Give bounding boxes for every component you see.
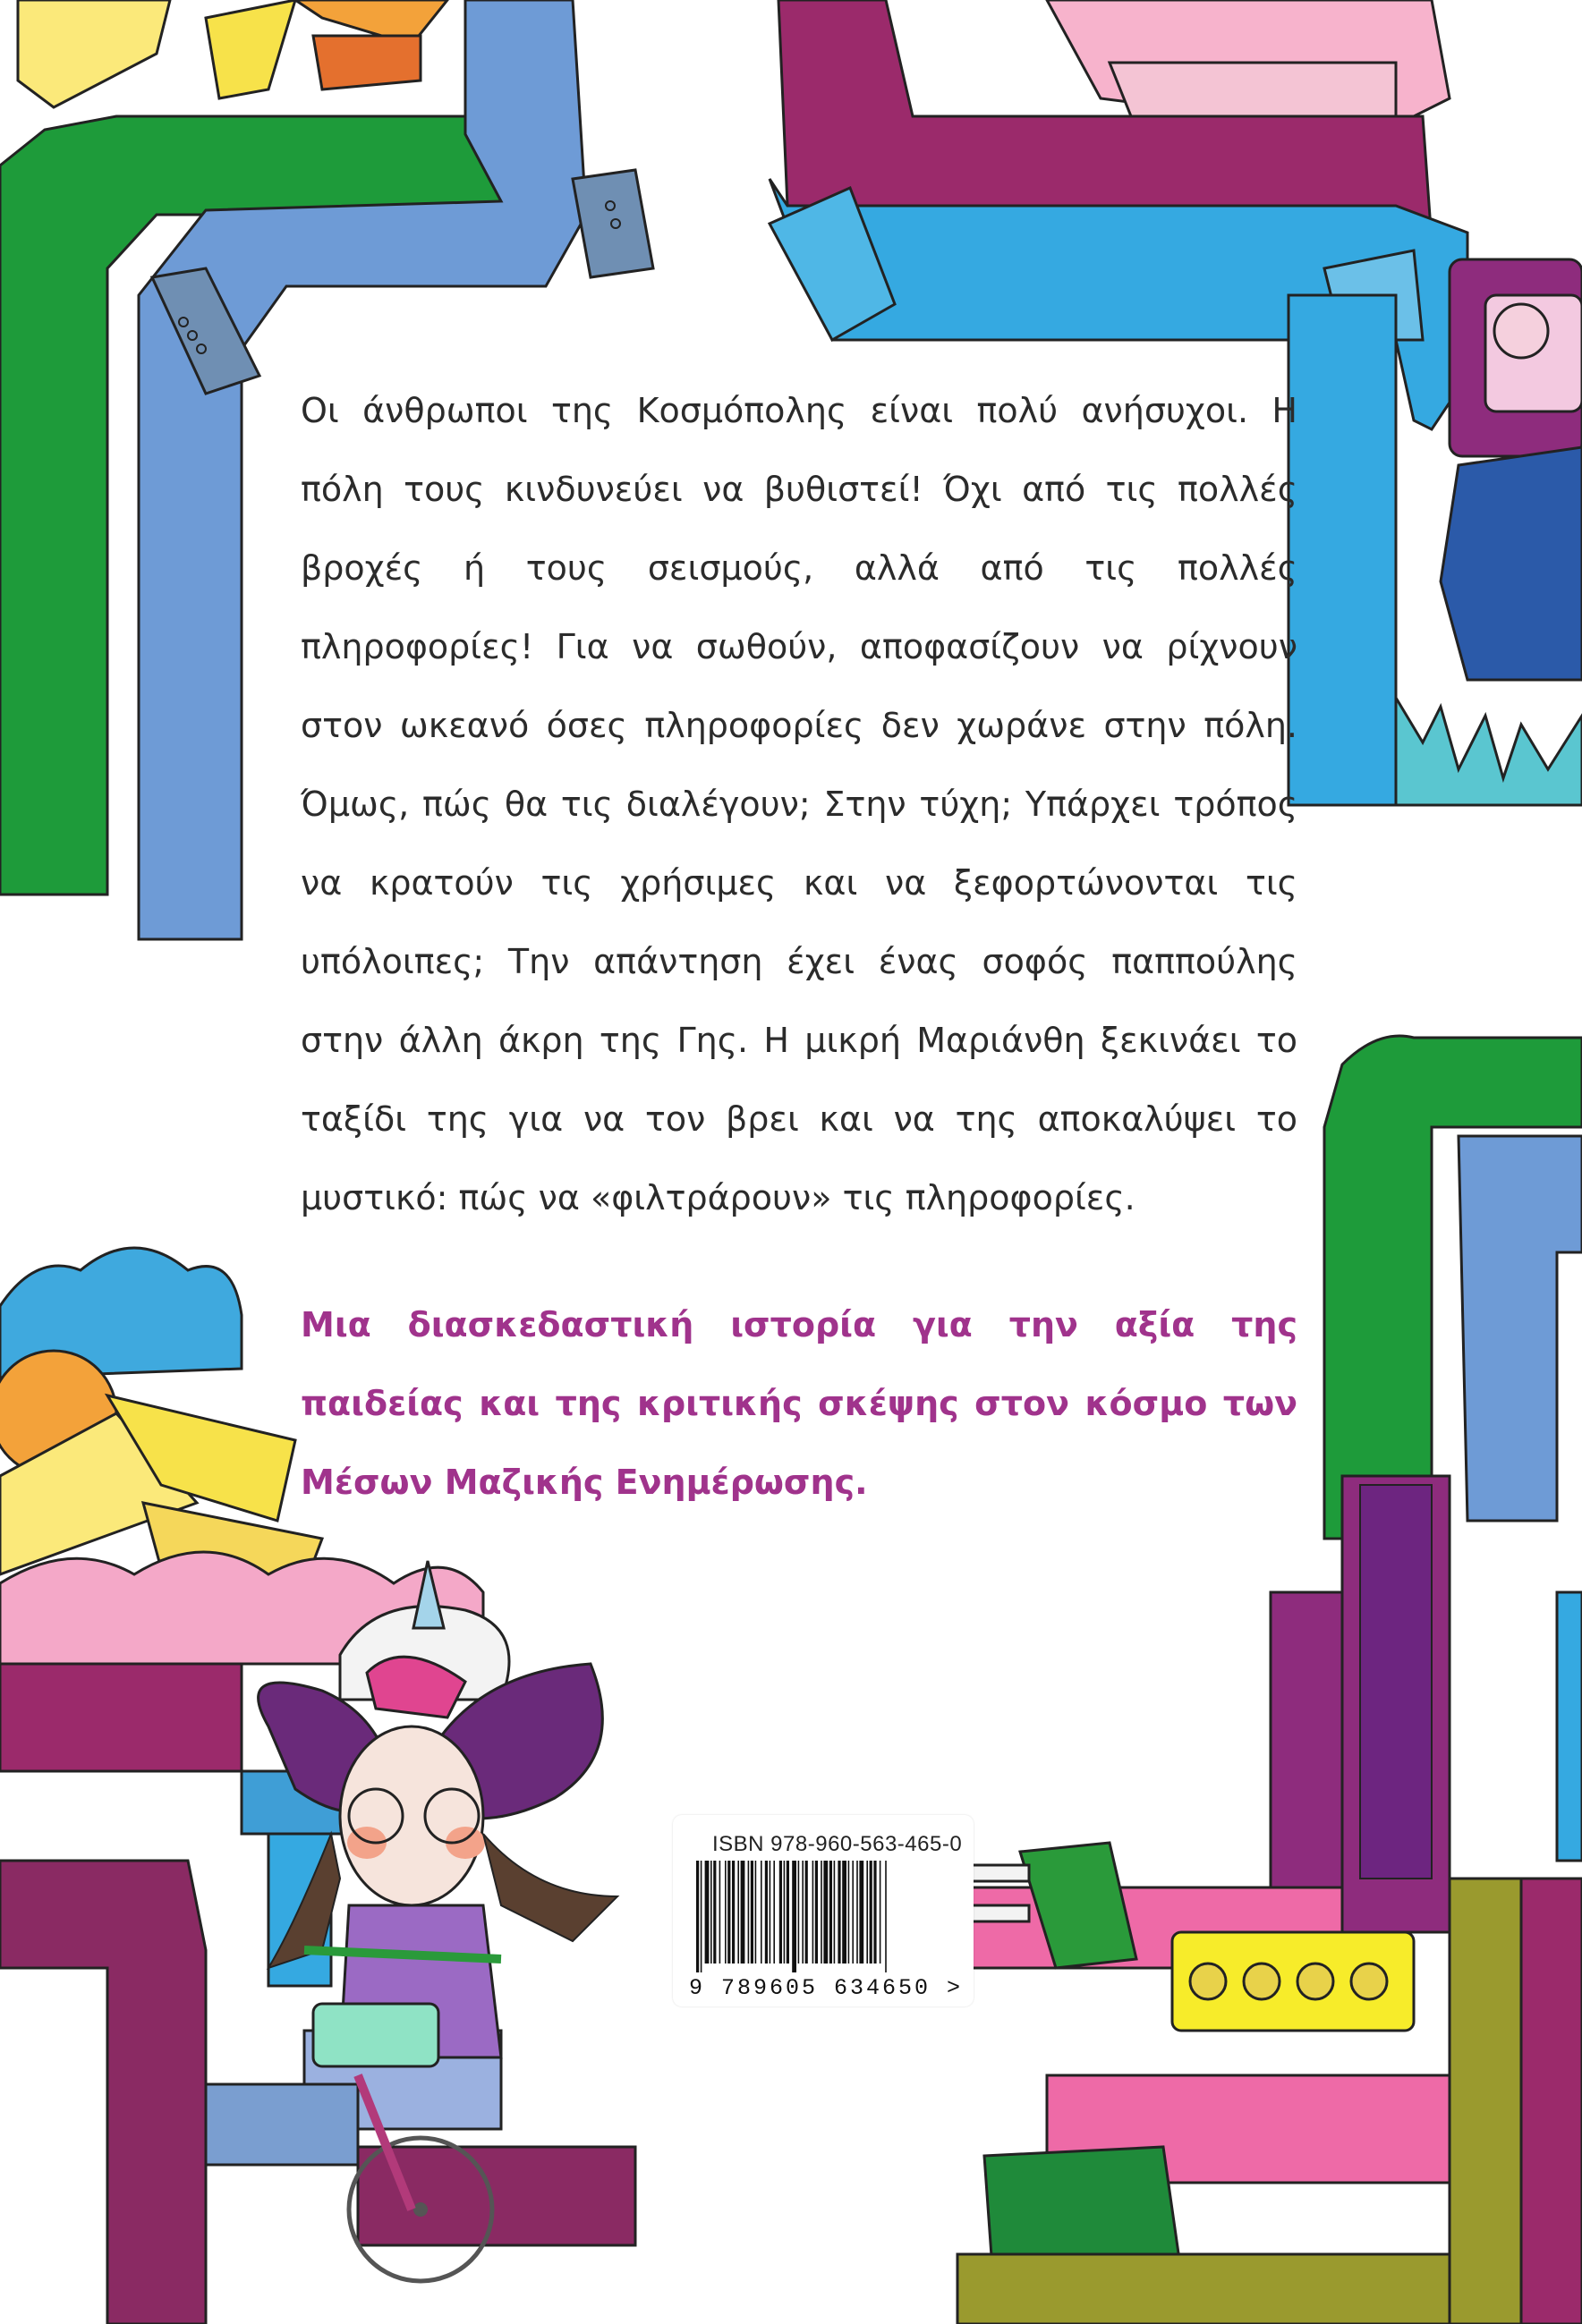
tagline: Μια διασκεδαστική ιστορία για την αξία της παιδείας και της κριτικής σκέψης στον κόσμο των Μέσων Μαζικής Ενημέρωσης.: [301, 1305, 1297, 1502]
synopsis-paragraph: Οι άνθρωποι της Κοσμόπολης είναι πολύ ανήσυχοι. Η πόλη τους κινδυνεύει να βυθιστεί! Όχι από τις πολλές βροχές ή τους σεισμούς, αλλά από τις πολλές πληροφορίες! Για να σωθούν, αποφασίζουν να ρίχνουν στον ωκεανό όσες πληροφορίες δεν χωράνε στην πόλη. Όμως, πώς θα τις διαλέγουν; Στην τύχη; Υπάρχει τρόπος να κρατούν τις χρήσιμες και να ξεφορτώνονται τις υπόλοιπες; Την απάντηση έχει ένας σοφός παππούλης στην άλλη άκρη της Γης. Η μικρή Μαριάνθη ξεκινάει το ταξίδι της για να τον βρει και να της αποκαλύψει το μυστικό: πώς να «φιλτράρουν» τις πληροφορίες.: [301, 391, 1297, 1217]
barcode-digits: 9 789605 634650 >: [689, 1975, 964, 2001]
isbn-number: ISBN 978-960-563-465-0: [712, 1832, 963, 1856]
barcode: [696, 1861, 956, 1972]
